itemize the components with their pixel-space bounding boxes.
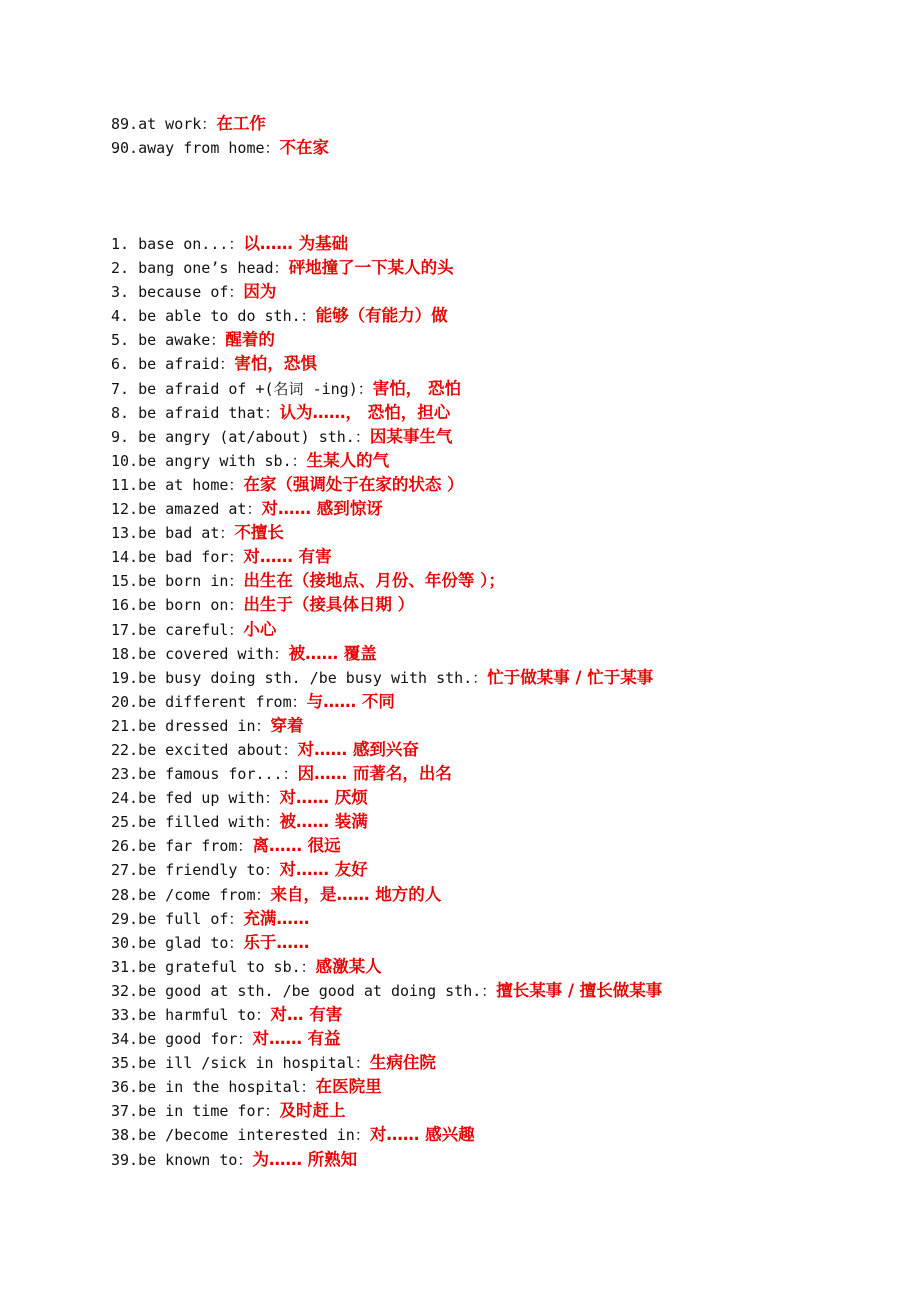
entry-number: 29. bbox=[111, 909, 139, 928]
english-phrase: be in the hospital： bbox=[138, 1078, 316, 1097]
phrase-entry bbox=[111, 377, 662, 401]
english-phrase: be born in： bbox=[138, 572, 244, 591]
chinese-translation: 因…… 而著名，出名 bbox=[297, 764, 452, 784]
phrase-entry bbox=[111, 545, 662, 569]
entry-number: 25. bbox=[111, 813, 139, 832]
entry-number: 31. bbox=[111, 957, 139, 976]
phrase-entry bbox=[111, 810, 662, 834]
entry-number: 17. bbox=[111, 620, 139, 639]
phrase-entry bbox=[111, 714, 662, 738]
english-phrase: be dressed in： bbox=[138, 716, 271, 735]
entry-number: 5. bbox=[111, 331, 139, 350]
entry-number: 2. bbox=[111, 259, 139, 278]
phrase-entry bbox=[111, 642, 662, 666]
chinese-translation: 小心 bbox=[243, 619, 277, 639]
entry-number: 22. bbox=[111, 740, 139, 759]
phrase-entry bbox=[111, 786, 662, 810]
english-phrase: be different from： bbox=[138, 692, 307, 711]
chinese-translation: 在家（强调处于在家的状态 ） bbox=[243, 474, 464, 494]
chinese-translation: 被…… 装满 bbox=[279, 812, 368, 832]
english-phrase: be good for： bbox=[138, 1030, 253, 1049]
english-phrase: be covered with： bbox=[138, 644, 289, 663]
chinese-translation: 醒着的 bbox=[225, 330, 275, 350]
chinese-translation: 不在家 bbox=[279, 138, 330, 158]
english-phrase: be afraid of +(名词 -ing)： bbox=[138, 379, 373, 398]
english-phrase: be filled with： bbox=[138, 813, 280, 832]
entry-number: 10. bbox=[111, 451, 139, 470]
phrase-entry bbox=[111, 280, 662, 304]
english-phrase: be amazed at： bbox=[138, 500, 262, 519]
phrase-entry bbox=[111, 473, 662, 497]
entry-number: 39. bbox=[111, 1150, 139, 1169]
entry-number: 33. bbox=[111, 1006, 139, 1024]
phrase-entry bbox=[111, 883, 662, 907]
english-phrase: be at home： bbox=[138, 475, 244, 494]
english-phrase: be friendly to： bbox=[138, 861, 280, 880]
chinese-translation: 为…… 所熟知 bbox=[252, 1149, 358, 1169]
chinese-translation: 离…… 很远 bbox=[252, 836, 341, 856]
english-phrase: be good at sth. /be good at doing sth.： bbox=[138, 981, 497, 1000]
english-phrase: be known to： bbox=[138, 1150, 253, 1169]
chinese-translation: 对…… 有益 bbox=[252, 1029, 341, 1049]
english-phrase: be angry (at/about) sth.： bbox=[138, 427, 370, 446]
english-phrase: be /become interested in： bbox=[138, 1126, 370, 1145]
english-phrase: base on...： bbox=[138, 235, 244, 253]
entry-number: 35. bbox=[111, 1054, 139, 1073]
entry-number: 37. bbox=[111, 1102, 139, 1121]
phrase-entry bbox=[111, 666, 662, 690]
chinese-translation: 害怕，恐惧 bbox=[234, 354, 317, 374]
english-phrase: be fed up with： bbox=[138, 789, 280, 808]
phrase-entry bbox=[111, 762, 662, 786]
chinese-translation: 忙于做某事 / 忙于某事 bbox=[487, 667, 654, 687]
english-phrase: be full of： bbox=[138, 909, 244, 928]
english-phrase: because of： bbox=[138, 283, 244, 302]
entry-number: 24. bbox=[111, 789, 139, 808]
english-phrase: away from home： bbox=[138, 139, 280, 158]
chinese-translation: 因某事生气 bbox=[369, 426, 453, 446]
english-phrase: be /come from： bbox=[138, 885, 271, 904]
chinese-translation: 感激某人 bbox=[315, 956, 382, 976]
phrase-entry bbox=[111, 593, 662, 617]
chinese-translation: 来自，是…… 地方的人 bbox=[270, 884, 442, 904]
phrase-entry bbox=[111, 232, 662, 256]
chinese-translation: 与…… 不同 bbox=[306, 691, 395, 711]
entry-number: 1. bbox=[111, 235, 139, 253]
entry-number: 34. bbox=[111, 1030, 139, 1049]
entry-number: 36. bbox=[111, 1078, 139, 1097]
phrase-entry bbox=[111, 858, 662, 882]
entry-number: 89. bbox=[111, 115, 139, 133]
entry-number: 15. bbox=[111, 572, 139, 591]
phrase-entry bbox=[111, 834, 662, 858]
phrase-entry bbox=[111, 1027, 662, 1051]
chinese-translation: 对…… 感到兴奋 bbox=[297, 739, 419, 759]
chinese-translation: 充满…… bbox=[243, 908, 310, 928]
chinese-translation: 出生在（接地点、月份、年份等 ）； bbox=[243, 571, 505, 591]
phrase-entry bbox=[111, 979, 662, 1003]
english-phrase: be busy doing sth. /be busy with sth.： bbox=[138, 668, 488, 687]
entry-number: 21. bbox=[111, 716, 139, 735]
chinese-translation: 不擅长 bbox=[234, 523, 284, 543]
phrase-list-top bbox=[111, 112, 329, 160]
entry-number: 30. bbox=[111, 933, 139, 952]
phrase-entry bbox=[111, 112, 329, 136]
english-phrase: be harmful to： bbox=[138, 1006, 271, 1024]
english-phrase: be able to do sth.： bbox=[138, 307, 316, 326]
entry-number: 18. bbox=[111, 644, 139, 663]
chinese-translation: 认为……， 恐怕，担心 bbox=[279, 402, 451, 422]
chinese-translation: 擅长某事 / 擅长做某事 bbox=[496, 980, 663, 1000]
phrase-entry bbox=[111, 1148, 662, 1172]
entry-number: 9. bbox=[111, 427, 139, 446]
phrase-entry bbox=[111, 1123, 662, 1147]
entry-number: 13. bbox=[111, 524, 139, 543]
phrase-entry bbox=[111, 1099, 662, 1123]
chinese-translation: 对…… 友好 bbox=[279, 860, 368, 880]
entry-number: 32. bbox=[111, 981, 139, 1000]
entry-number: 4. bbox=[111, 307, 139, 326]
phrase-entry bbox=[111, 449, 662, 473]
phrase-entry bbox=[111, 618, 662, 642]
entry-number: 12. bbox=[111, 500, 139, 519]
chinese-translation: 对…… 有害 bbox=[243, 547, 332, 567]
chinese-translation: 因为 bbox=[243, 282, 277, 302]
entry-number: 26. bbox=[111, 837, 139, 856]
phrase-entry bbox=[111, 1075, 662, 1099]
phrase-entry bbox=[111, 401, 662, 425]
english-phrase: be angry with sb.： bbox=[138, 451, 307, 470]
english-phrase: be ill /sick in hospital： bbox=[138, 1054, 370, 1073]
chinese-translation: 对…… 感兴趣 bbox=[369, 1125, 475, 1145]
chinese-translation: 乐于…… bbox=[243, 932, 310, 952]
chinese-translation: 砰地撞了一下某人的头 bbox=[288, 258, 454, 278]
chinese-translation: 被…… 覆盖 bbox=[288, 643, 377, 663]
english-phrase: be glad to： bbox=[138, 933, 244, 952]
entry-number: 38. bbox=[111, 1126, 139, 1145]
entry-number: 7. bbox=[111, 379, 139, 398]
phrase-entry bbox=[111, 521, 662, 545]
entry-number: 8. bbox=[111, 403, 139, 422]
english-phrase: be afraid： bbox=[138, 355, 235, 374]
chinese-translation: 以…… 为基础 bbox=[243, 234, 349, 253]
english-phrase: be grateful to sb.： bbox=[138, 957, 316, 976]
phrase-entry bbox=[111, 328, 662, 352]
english-phrase: be excited about： bbox=[138, 740, 298, 759]
english-phrase: be awake： bbox=[138, 331, 226, 350]
english-phrase: be afraid that： bbox=[138, 403, 280, 422]
english-phrase: be famous for...： bbox=[138, 765, 298, 784]
phrase-entry bbox=[111, 569, 662, 593]
phrase-entry bbox=[111, 1051, 662, 1075]
entry-number: 28. bbox=[111, 885, 139, 904]
chinese-translation: 对… 有害 bbox=[270, 1005, 343, 1024]
english-phrase: be bad for： bbox=[138, 548, 244, 567]
phrase-entry bbox=[111, 304, 662, 328]
entry-number: 16. bbox=[111, 596, 139, 615]
english-phrase: be far from： bbox=[138, 837, 253, 856]
entry-number: 23. bbox=[111, 765, 139, 784]
chinese-translation: 出生于（接具体日期 ） bbox=[243, 595, 415, 615]
english-phrase: bang one’s head： bbox=[138, 259, 289, 278]
entry-number: 11. bbox=[111, 475, 139, 494]
phrase-entry bbox=[111, 136, 329, 160]
phrase-entry bbox=[111, 256, 662, 280]
phrase-entry bbox=[111, 690, 662, 714]
entry-number: 14. bbox=[111, 548, 139, 567]
english-phrase: be careful： bbox=[138, 620, 244, 639]
chinese-translation: 能够（有能力）做 bbox=[315, 306, 448, 326]
english-phrase: be bad at： bbox=[138, 524, 235, 543]
entry-number: 20. bbox=[111, 692, 139, 711]
entry-number: 6. bbox=[111, 355, 139, 374]
chinese-translation: 穿着 bbox=[270, 715, 304, 735]
phrase-entry bbox=[111, 352, 662, 376]
phrase-list-main bbox=[111, 232, 662, 1172]
entry-number: 27. bbox=[111, 861, 139, 880]
chinese-translation: 在工作 bbox=[216, 114, 266, 133]
english-phrase: at work： bbox=[138, 115, 217, 133]
entry-number: 3. bbox=[111, 283, 139, 302]
entry-number: 90. bbox=[111, 139, 139, 158]
chinese-translation: 害怕， 恐怕 bbox=[372, 378, 461, 398]
phrase-entry bbox=[111, 907, 662, 931]
phrase-entry bbox=[111, 738, 662, 762]
phrase-entry bbox=[111, 425, 662, 449]
phrase-entry bbox=[111, 497, 662, 521]
english-phrase: be born on： bbox=[138, 596, 244, 615]
phrase-entry bbox=[111, 1003, 662, 1027]
phrase-entry bbox=[111, 955, 662, 979]
english-phrase: be in time for： bbox=[138, 1102, 280, 1121]
chinese-translation: 生某人的气 bbox=[306, 450, 390, 470]
phrase-entry bbox=[111, 931, 662, 955]
chinese-translation: 及时赶上 bbox=[279, 1101, 346, 1121]
chinese-translation: 对…… 厌烦 bbox=[279, 788, 368, 808]
chinese-translation: 对…… 感到惊讶 bbox=[261, 499, 383, 519]
chinese-translation: 在医院里 bbox=[315, 1077, 382, 1097]
chinese-translation: 生病住院 bbox=[369, 1053, 436, 1073]
entry-number: 19. bbox=[111, 668, 139, 687]
